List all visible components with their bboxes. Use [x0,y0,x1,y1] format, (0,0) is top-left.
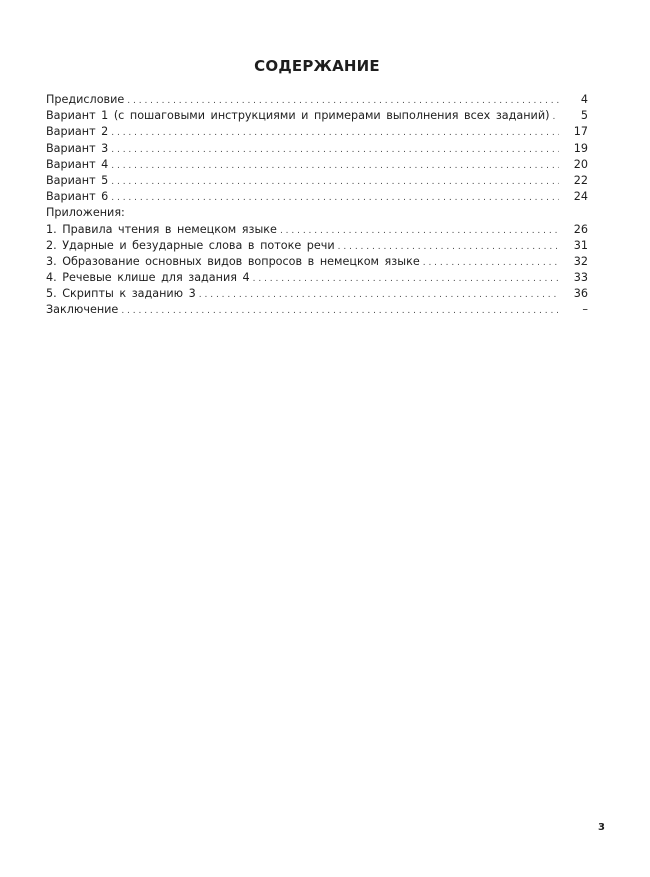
toc-entry-page: 5 [580,109,588,123]
toc-entry-page: 17 [573,125,588,139]
toc-entry-page: 24 [573,190,588,204]
toc-entry-page: 36 [573,287,588,301]
toc-entry-label: Предисловие [46,93,125,106]
toc-dot-leader [199,287,559,303]
toc-entry-variant-2[interactable] [46,124,588,140]
toc-entry-label: 2. Ударные и безударные слова в потоке речи [46,238,335,252]
toc-entry-appendix-5[interactable] [46,286,588,302]
toc-dot-leader [338,239,559,255]
toc-dot-leader [127,93,559,109]
toc-entry-label: 5. Скрипты к заданию 3 [46,287,196,301]
page-title: СОДЕРЖАНИЕ [254,57,380,75]
toc-dot-leader [111,190,559,206]
toc-entry-page: 33 [573,271,588,285]
toc-dot-leader [111,125,559,141]
toc-entry-conclusion[interactable] [46,302,588,318]
toc-entry-page: 26 [573,222,588,236]
toc-dot-leader [111,158,559,174]
toc-entry-appendix-1[interactable] [46,222,588,238]
toc-entry-page: 32 [573,254,588,268]
toc-entry-label: 4. Речевые клише для задания 4 [46,271,250,285]
toc-entry-appendix-4[interactable] [46,270,588,286]
toc-entry-page: 20 [573,157,588,171]
toc-entry-page: 4 [580,93,588,106]
toc-entry-label: Вариант 1 (с пошаговыми инструкциями и примерами выполнения всех заданий) [46,109,550,123]
toc-entry-intro[interactable] [46,92,588,108]
toc-dot-leader [280,223,559,239]
page-number: 3 [598,822,605,833]
toc-entry-variant-6[interactable] [46,189,588,205]
toc-dot-leader [423,255,559,271]
toc-entry-page: 22 [573,173,588,187]
toc-appendix-heading-row [46,205,588,221]
toc-dot-leader [111,142,559,158]
toc-entry-label: 3. Образование основных видов вопросов в немецком языке [46,254,420,268]
toc-dot-leader [121,303,559,319]
toc-dot-leader [111,174,559,190]
toc-entry-page: 31 [573,238,588,252]
toc-entry-label: Заключение [46,303,119,317]
toc-dot-leader [253,271,559,287]
toc-entry-label: Вариант 3 [46,141,109,155]
toc-entry-variant-3[interactable] [46,141,588,157]
toc-entry-variant-1[interactable] [46,108,588,124]
table-of-contents [46,92,588,319]
toc-entry-appendix-3[interactable] [46,254,588,270]
toc-entry-label: 1. Правила чтения в немецком языке [46,222,277,236]
toc-entry-variant-4[interactable] [46,157,588,173]
toc-appendix-heading: Приложения: [46,206,125,220]
toc-entry-appendix-2[interactable] [46,238,588,254]
toc-entry-label: Вариант 2 [46,125,109,139]
toc-entry-page: 19 [573,141,588,155]
toc-dot-leader [552,109,559,125]
toc-entry-variant-5[interactable] [46,173,588,189]
toc-entry-label: Вариант 4 [46,157,109,171]
toc-entry-label: Вариант 6 [46,190,109,204]
toc-entry-page: – [582,303,588,317]
toc-entry-label: Вариант 5 [46,173,109,187]
